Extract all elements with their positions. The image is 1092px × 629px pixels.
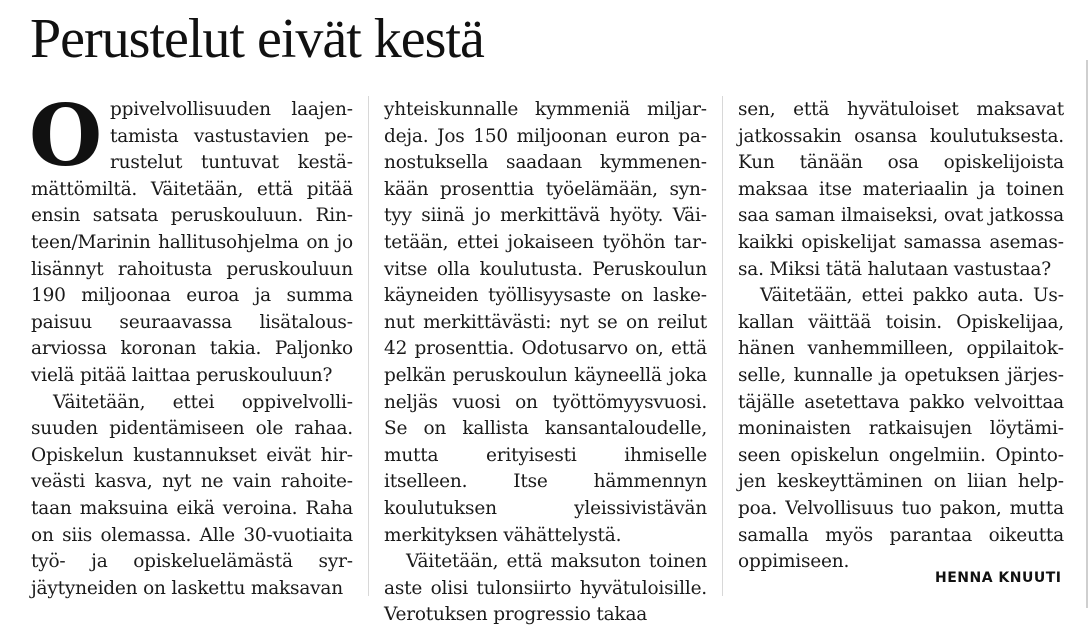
- headline: Perustelut eivät kestä: [30, 8, 484, 70]
- article-column-2: [384, 97, 707, 629]
- author-byline: HENNA KNUUTI: [935, 570, 1062, 586]
- paragraph: Väitetään, että maksuton toinen aste olisi tulonsiirto hyvätuloisille. Verotuksen progressio takaa: [384, 551, 707, 626]
- article-column-3: [738, 97, 1064, 576]
- drop-cap: O: [29, 86, 102, 185]
- paragraph-text: ppivelvollisuuden laajentamista vastustavien perustelut tuntuvat kestämättömiltä. Väitetään, että pitää ensin satsata peruskouluun. Rinteen/Marinin hallitusohjelma on jo lisännyt rahoitusta peruskouluun 190 miljoonaa euroa ja summa paisuu seuraavassa lisätalousarviossa koronan takia. Paljonko vielä pitää laittaa peruskouluun?: [31, 99, 353, 386]
- paragraph: Väitetään, ettei oppivelvollisuuden pidentämiseen ole rahaa. Opiskelun kustannukset eivät hirveästi kasva, nyt ne vain rahoitetaan maksuina eikä veroina. Raha on siis olemassa. Alle 30-vuotiaita työ- ja opiskeluelämästä syrjäytyneiden on laskettu maksavan: [31, 391, 353, 599]
- paragraph: yhteiskunnalle kymmeniä miljardeja. Jos 150 miljoonan euron panostuksella saadaan kymmenenkään prosenttia työelämään, syntyy siinä jo merkittävä hyöty. Väitetään, ettei jokaiseen työhön tarvitse olla koulutusta. Peruskoulun käyneiden työllisyysaste on laskenut merkittävästi: nyt se on reilut 42 prosenttia. Odotusarvo on, että pelkän peruskoulun käyneellä joka neljäs vuosi on työttömyysvuosi. Se on kallista kansantaloudelle, mutta erityisesti ihmiselle itselleen. Itse hämmennyn koulutuksen yleissivistävän merkityksen vähättelystä.: [384, 99, 707, 546]
- article-column-1: [29, 86, 353, 602]
- paragraph: Väitetään, ettei pakko auta. Uskallan väittää toisin. Opiskelijaa, hänen vanhemmilleen, oppilaitokselle, kunnalle ja opetuksen järjestäjälle asetettava pakko velvoittaa moninaisten ratkaisujen löytämiseen opiskelun ongelmiin. Opintojen keskeyttäminen on liian helppoa. Velvollisuus tuo pakon, mutta samalla myös parantaa oikeutta oppimiseen.: [738, 285, 1064, 573]
- column-divider: [722, 96, 723, 596]
- column-divider: [368, 96, 369, 596]
- paragraph: [29, 86, 353, 390]
- page-edge-rule: [1086, 60, 1088, 608]
- paragraph: sen, että hyvätuloiset maksavat jatkossakin osansa koulutuksesta. Kun tänään osa opiskelijoista maksaa itse materiaalin ja toinen saa saman ilmaiseksi, ovat jatkossa kaikki opiskelijat samassa asemassa. Miksi tätä halutaan vastustaa?: [738, 99, 1064, 280]
